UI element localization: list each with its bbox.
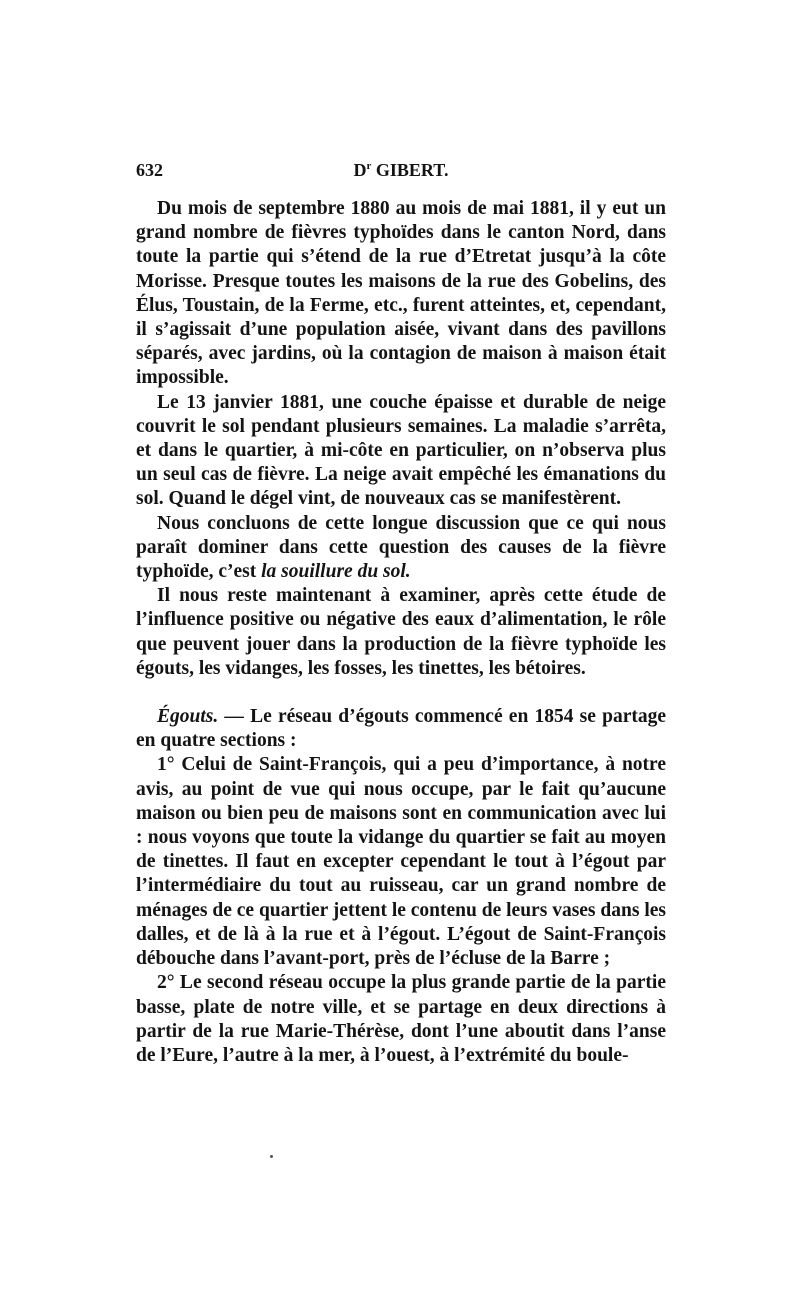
author-title-prefix: D [353, 160, 367, 180]
author-name: GIBERT. [375, 160, 449, 180]
running-head [136, 160, 666, 184]
paragraph-egouts-text: — Le réseau d’égouts commencé en 1854 se partage en quatre sections : [136, 706, 666, 752]
paragraph-4: Il nous reste maintenant à examiner, après cette étude de l’influence positive ou négative des eaux d’alimentation, le rôle que peuvent jouer dans la production de la fièvre typhoïde les égouts, les vidanges, les fosses, les tinettes, les bétoires. [136, 585, 666, 679]
paragraph-saint-francois: 1° Celui de Saint-François, qui a peu d’importance, à notre avis, au point de vue qui nous occupe, par le fait qu’aucune maison ou bien peu de maisons sont en communication avec lui : nous voyons que toute la vidange du quartier se fait au moyen de tinettes. Il faut en excepter cependant le tout à l’égout par l’intermédiaire du tout au ruisseau, car un grand nombre de ménages de ce quartier jettent le contenu de leurs vases dans les dalles, et de là à la rue et à l’égout. L’égout de Saint-François débouche dans l’avant-port, près de l’écluse de la Barre ; [136, 754, 666, 970]
paragraph-3 [136, 512, 666, 585]
running-title [136, 160, 666, 181]
paragraph-1: Du mois de septembre 1880 au mois de mai 1881, il y eut un grand nombre de fièvres typhoïdes dans le canton Nord, dans toute la partie qui s’étend de la rue d’Etretat jusqu’à la côte Morisse. Presque toutes les maisons de la rue des Gobelins, des Élus, Toustain, de la Ferme, etc., furent atteintes, et, cependant, il s’agissait d’une population aisée, vivant dans des pavillons séparés, avec jardins, où la contagion de maison à maison était impossible. [136, 198, 666, 389]
page-number: 632 [136, 160, 163, 180]
paragraph-egouts [136, 705, 666, 753]
section-heading-egouts: Égouts. [157, 706, 219, 728]
paragraph-second-reseau: 2° Le second réseau occupe la plus grande partie de la partie basse, plate de notre ville, et se partage en deux directions à partir de la rue Marie-Thérèse, dont l’une aboutit dans l’anse de l’Eure, l’autre à la mer, à l’ouest, à l’extrémité du boule- [136, 972, 666, 1066]
print-speck [270, 1155, 273, 1158]
author-title-superscript: r [366, 160, 372, 172]
paragraph-3-text: Nous concluons de cette longue discussion que ce qui nous paraît dominer dans cette question des causes de la fièvre typhoïde, c’est [136, 512, 666, 583]
body-text [136, 197, 666, 1068]
paragraph-2: Le 13 janvier 1881, une couche épaisse et durable de neige couvrit le sol pendant plusieurs semaines. La maladie s’arrêta, et dans le quartier, à mi-côte en particulier, on n’observa plus un seul cas de fièvre. La neige avait empêché les émanations du sol. Quand le dégel vint, de nouveaux cas se manifestèrent. [136, 391, 666, 510]
paragraph-3-emphasis: la souillure du sol. [261, 561, 411, 583]
